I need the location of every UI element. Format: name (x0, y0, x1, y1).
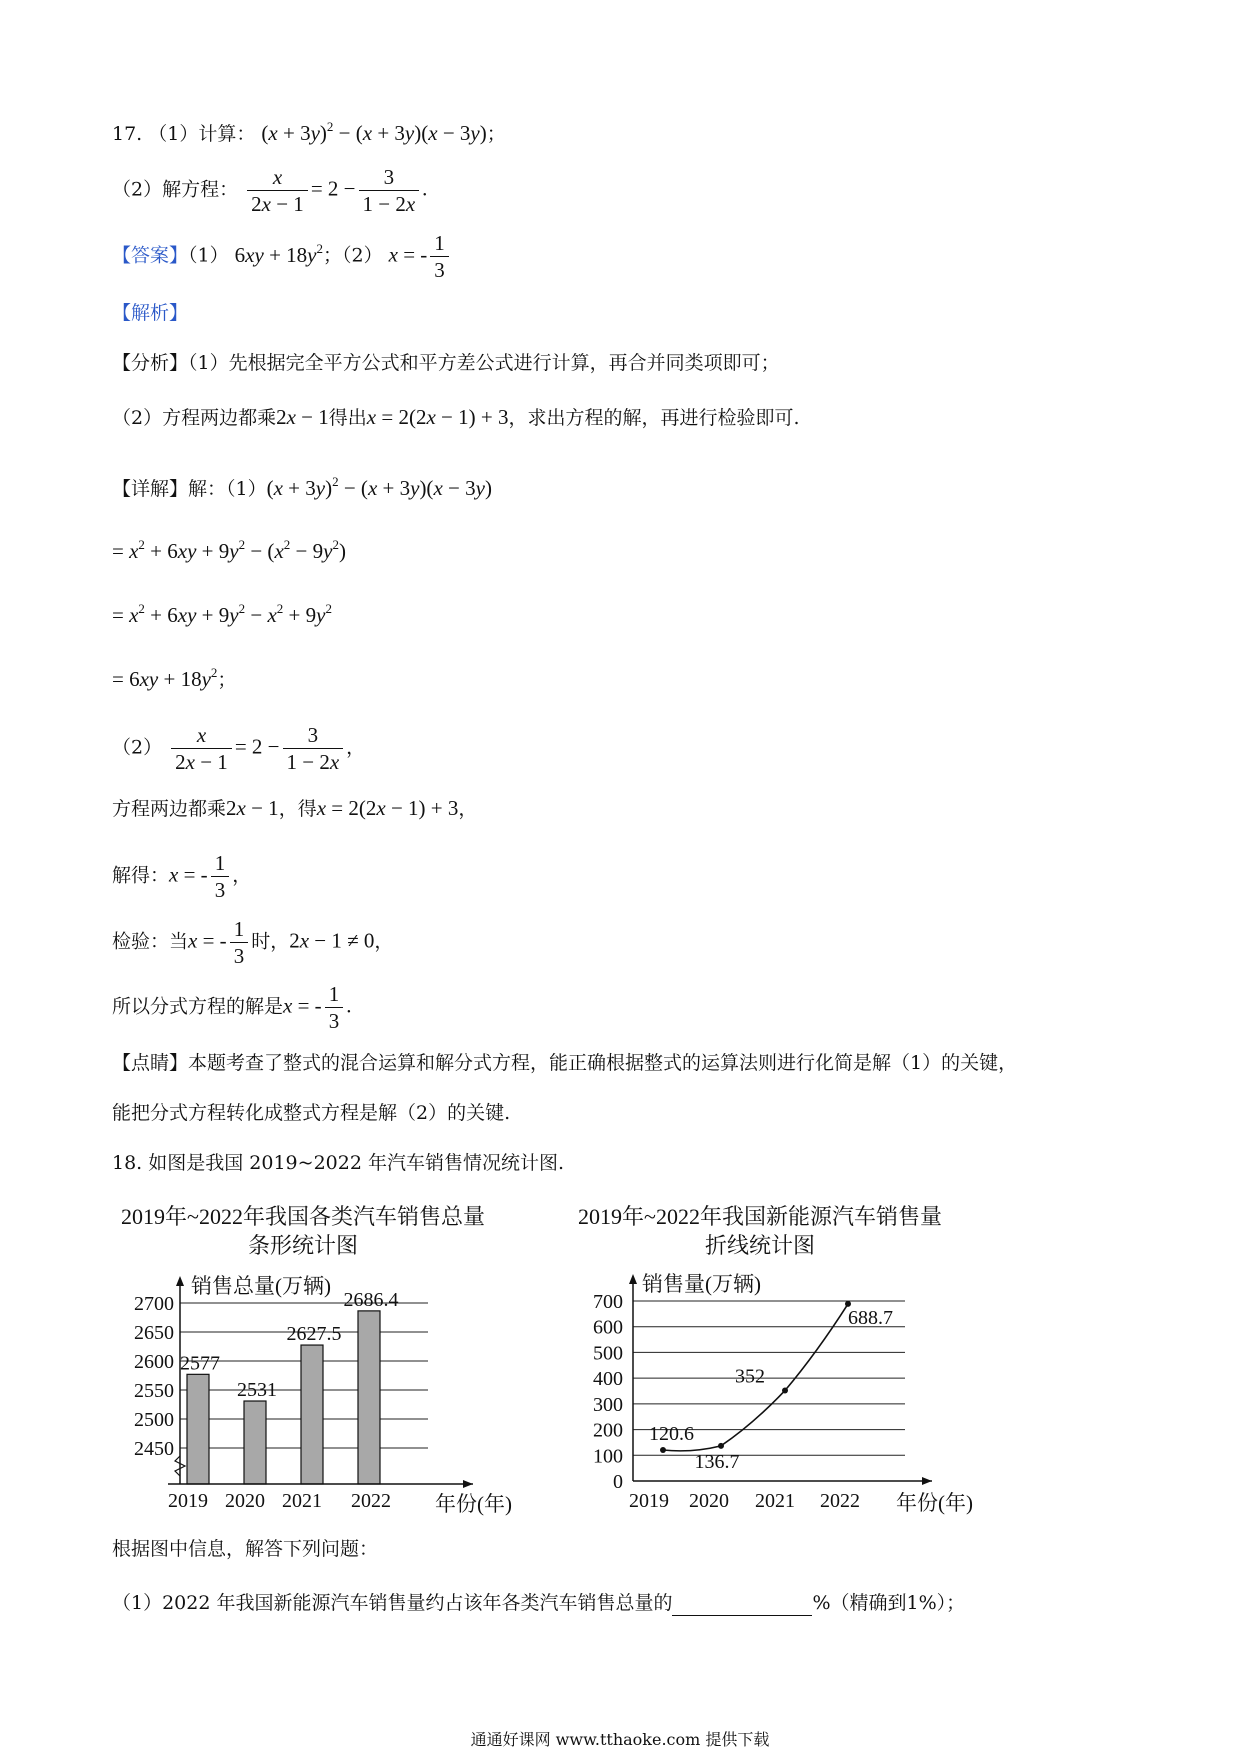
fraction: $\frac{1}{3}$ (211, 850, 230, 903)
line-ytick-label: 300 (593, 1393, 623, 1416)
line-xtick-label: 2022 (820, 1490, 860, 1512)
q17-expression: $(x + 3y)^2 - (x + 3y)(x - 3y)$ (261, 119, 487, 145)
analysis-text-c: ，求出方程的解，再进行检验即可. (508, 407, 800, 429)
comment-line-1: 【点睛】本题考查了整式的混合运算和解分式方程，能正确根据整式的运算法则进行化简是解（1）的关键， (112, 1052, 1018, 1074)
bar-xtick-label: 2019 (168, 1490, 208, 1512)
analysis-text-b: 得出 (328, 407, 367, 429)
q18-part1-text-b: %（精确到1%）； (812, 1592, 966, 1614)
q18-part1-text-a: （1）2022 年我国新能源汽车销售量约占该年各类汽车销售总量的 (112, 1592, 673, 1614)
fraction: $\frac{1}{3}$ (430, 230, 449, 283)
line-chart-title-2: 折线统计图 (704, 1233, 816, 1258)
bar-y-axis-arrow (176, 1276, 184, 1286)
bar (244, 1401, 266, 1484)
analysis-line-2: （2）方程两边都乘2x − 1得出x = 2(2x − 1) + 3，求出方程的解，再进行检验即可. (112, 405, 800, 429)
line-ytick-label: 100 (593, 1445, 623, 1468)
q17-line-1: 17. （1）计算： $(x + 3y)^2 - (x + 3y)(x - 3y)$； (112, 119, 506, 145)
line-ytick-label: 600 (593, 1316, 623, 1339)
line-x-axis-arrow (922, 1477, 932, 1485)
analysis-tag: 【解析】 (112, 302, 189, 324)
line-ytick-label: 200 (593, 1419, 623, 1442)
detail-step-2: = $x^2 + 6xy + 9y^2 - x^2 + 9y^2$ (112, 601, 332, 627)
q18-part1 (112, 1590, 965, 1616)
line-xtick-label: 2021 (755, 1490, 795, 1512)
bar (187, 1374, 209, 1484)
bar-xtick-label: 2021 (282, 1490, 322, 1512)
bar-xtick-label: 2022 (351, 1490, 391, 1512)
line-y-axis-arrow (629, 1274, 637, 1284)
answer-part1-label: （1） (188, 244, 229, 267)
bar-chart-title-2: 条形统计图 (247, 1233, 359, 1258)
analysis-line-1: 【分析】（1）先根据完全平方公式和平方差公式进行计算，再合并同类项即可； (112, 352, 780, 374)
q17-part2-label: （2）解方程： (112, 178, 239, 201)
line-xtick-label: 2020 (689, 1490, 729, 1512)
detail-check: 检验：当x = - $\frac{1}{3}$ 时，2x − 1 ≠ 0， (112, 917, 394, 968)
detail-line-1: 【详解】解：$(1)(x + 3y)^2 - (x + 3y)(x - 3y)$ (112, 474, 492, 500)
analysis-tag-line (112, 300, 188, 326)
detail-step-1: = $x^2 + 6xy + 9y^2 - (x^2 - 9y^2)$ (112, 537, 346, 563)
bar-data-label: 2577 (180, 1352, 220, 1375)
detail-conclusion: 所以分式方程的解是x = - $\frac{1}{3}$ . (112, 982, 352, 1033)
multiply-text-a: 方程两边都乘 (112, 798, 227, 820)
bar-xtick-label: 2020 (225, 1490, 265, 1512)
fraction: $\frac{1}{3}$ (325, 981, 344, 1034)
line-point (782, 1387, 788, 1393)
line-ytick-label: 500 (593, 1342, 623, 1365)
bar-chart-xlabel: 年份(年) (435, 1492, 512, 1516)
bar-ytick-label: 2600 (134, 1351, 174, 1373)
q17-part1-label: （1）计算： (148, 123, 256, 145)
q17-answer: 【答案】（1） $6xy + 18y^2$；（2） x = - $\frac{1}{3}$ (112, 230, 452, 283)
fraction: $\frac{3}{1 - 2x}$ (283, 722, 344, 775)
q18-after-charts: 根据图中信息，解答下列问题： (112, 1538, 379, 1560)
line-ytick-label: 400 (593, 1368, 623, 1391)
q17-number: 17. (112, 123, 143, 145)
fraction: $\frac{x}{2x - 1}$ (247, 164, 308, 217)
fraction: $\frac{1}{3}$ (230, 916, 249, 969)
bar-data-label: 2686.4 (343, 1288, 399, 1311)
line-chart-xlabel: 年份(年) (896, 1491, 973, 1515)
answer-part2-label: ；（2） (322, 244, 383, 267)
page-footer: 通通好课网 www.tthaoke.com 提供下载 (470, 1730, 770, 1749)
line-chart-title-1: 2019年~2022年我国新能源汽车销售量 (578, 1204, 942, 1229)
conclusion-text: 所以分式方程的解是 (112, 995, 284, 1018)
q18-intro: 18. 如图是我国 2019~2022 年汽车销售情况统计图. (112, 1152, 565, 1174)
bar-chart-title-1: 2019年~2022年我国各类汽车销售总量 (121, 1204, 485, 1229)
detail-solve: 解得：x = - $\frac{1}{3}$ ， (112, 851, 252, 902)
fraction: $\frac{x}{2x - 1}$ (171, 722, 232, 775)
bar-x-axis-arrow (463, 1480, 473, 1488)
bar-ytick-label: 2650 (134, 1322, 174, 1344)
line-data-label: 688.7 (848, 1306, 893, 1329)
check-text-b: 时， (251, 930, 290, 953)
bar (301, 1345, 323, 1484)
line-data-label: 352 (735, 1365, 765, 1388)
detail-part2-equation: （2） $\frac{x}{2x - 1}$ = 2 − $\frac{3}{1 - 2x}$ ， (112, 723, 366, 774)
bar-ytick-label: 2550 (134, 1380, 174, 1402)
q17-line-2: （2）解方程： $\frac{x}{2x - 1}$ = 2 − $\frac{3}{1 - 2x}$ . (112, 165, 428, 216)
line-ytick-label: 0 (613, 1471, 623, 1493)
fraction: $\frac{3}{1 - 2x}$ (359, 164, 420, 217)
line-point (660, 1447, 666, 1453)
bar (358, 1311, 380, 1484)
answer-tag: 【答案】 (112, 244, 189, 267)
analysis-text-a: （2）方程两边都乘 (112, 407, 277, 429)
detail-multiply: 方程两边都乘2x − 1，得x = 2(2x − 1) + 3， (112, 796, 478, 820)
solve-label: 解得： (112, 864, 170, 887)
line-ytick-label: 700 (593, 1291, 623, 1313)
check-text-a: 检验：当 (112, 930, 189, 953)
multiply-text-b: ，得 (278, 798, 317, 820)
bar-chart (108, 1196, 528, 1526)
bar-chart-ylabel: 销售总量(万辆) (191, 1274, 331, 1298)
bar-ytick-label: 2700 (134, 1293, 174, 1315)
comment-line-2: 能把分式方程转化成整式方程是解（2）的关键. (112, 1102, 511, 1124)
line-chart (560, 1196, 980, 1526)
answer-blank[interactable] (672, 1595, 812, 1616)
line-xtick-label: 2019 (629, 1490, 669, 1512)
line-chart-ylabel: 销售量(万辆) (642, 1272, 761, 1296)
bar-ytick-label: 2500 (134, 1409, 174, 1431)
step2-label: （2） (112, 736, 163, 759)
bar-data-label: 2627.5 (286, 1323, 342, 1346)
bar-ytick-label: 2450 (134, 1438, 174, 1460)
line-data-label: 136.7 (694, 1450, 740, 1473)
line-point (718, 1443, 724, 1449)
line-data-label: 120.6 (649, 1422, 694, 1445)
detail-step-3: = $6xy + 18y^2$； (112, 665, 237, 691)
bar-data-label: 2531 (237, 1379, 277, 1402)
detail-intro: 【详解】解：（1） (112, 478, 267, 500)
